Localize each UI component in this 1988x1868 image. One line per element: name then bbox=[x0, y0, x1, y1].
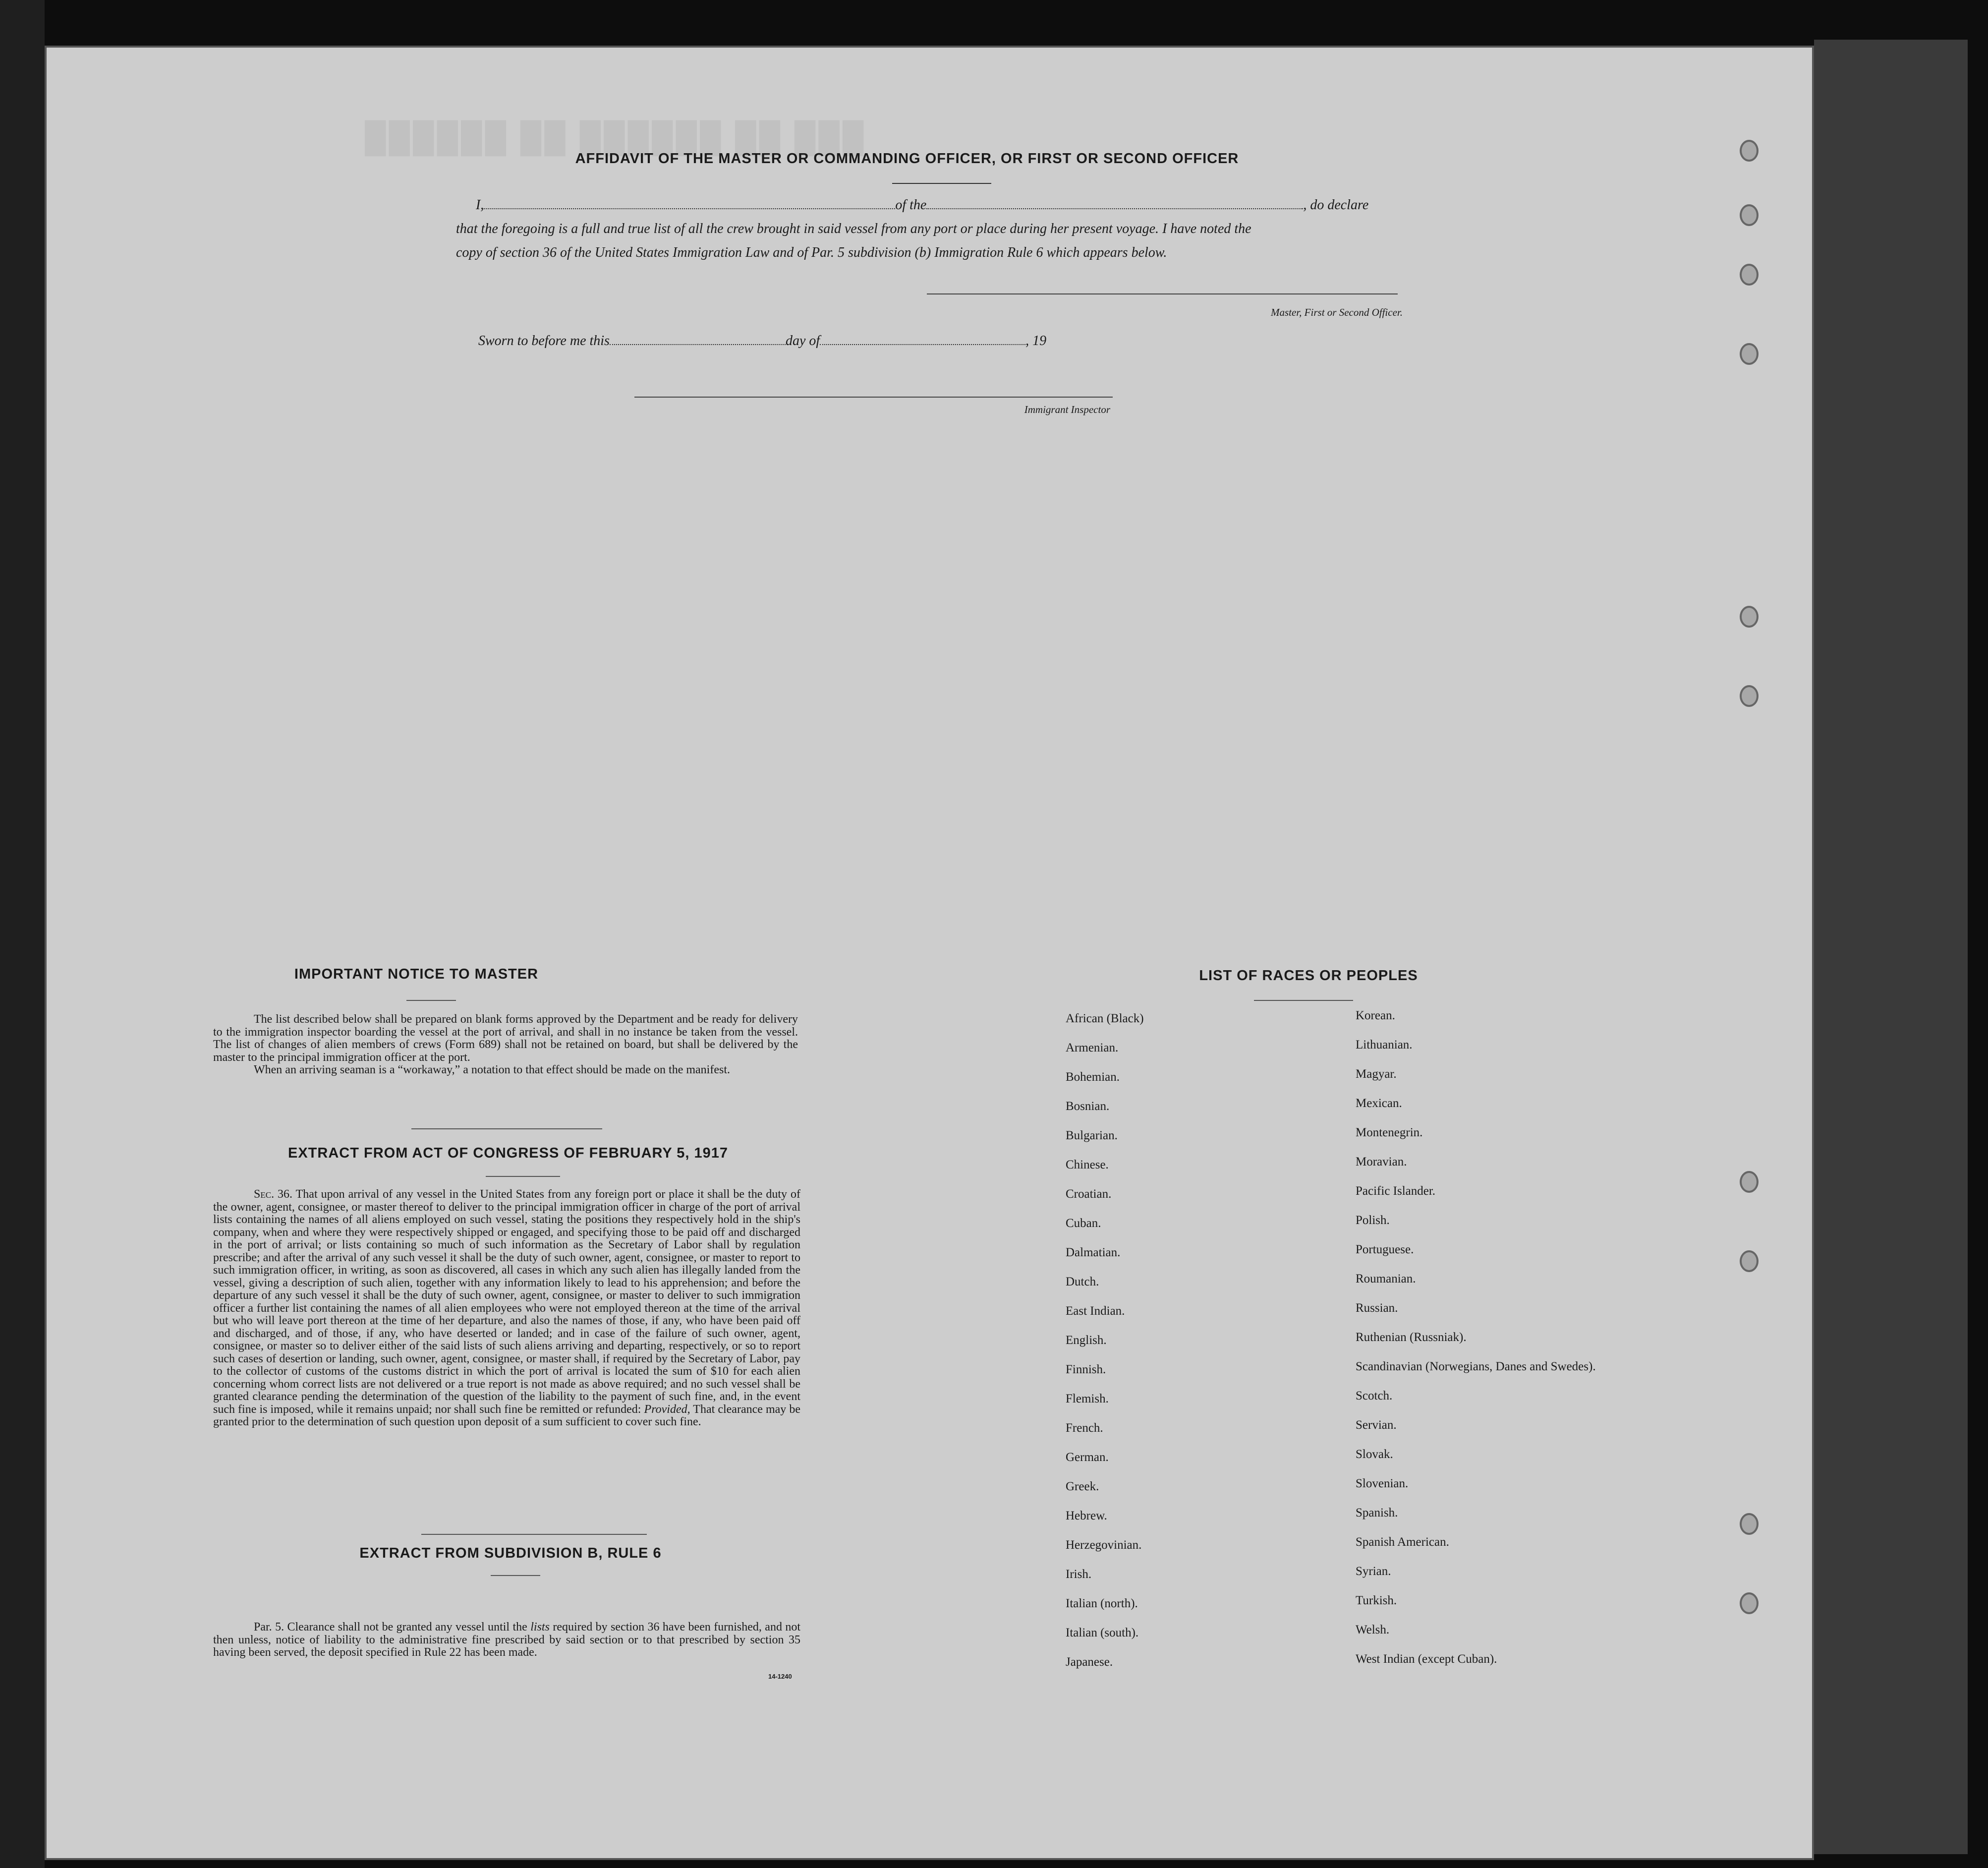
race-item: Lithuanian. bbox=[1356, 1038, 1413, 1051]
race-item: Bulgarian. bbox=[1066, 1129, 1118, 1142]
race-item: Ruthenian (Russniak). bbox=[1356, 1331, 1467, 1344]
sec-label: Sec. 36. bbox=[254, 1188, 293, 1201]
race-item: Dalmatian. bbox=[1066, 1246, 1121, 1259]
race-item: Syrian. bbox=[1356, 1565, 1391, 1578]
rule-text-b: required by section 36 have been furnished, and not then unless, notice of liability to the administrative fine prescribed by said section or to that prescribed by section 35 having been served, the deposit specified in Rule 22 has been made. bbox=[213, 1621, 801, 1659]
binder-hole bbox=[1740, 343, 1759, 365]
race-item: Slovenian. bbox=[1356, 1477, 1409, 1490]
day-of-label: day of bbox=[785, 333, 820, 349]
race-item: Russian. bbox=[1356, 1301, 1398, 1315]
race-item: Scandinavian (Norwegians, Danes and Swedes). bbox=[1356, 1360, 1596, 1373]
sworn-label: Sworn to before me this bbox=[478, 333, 610, 349]
race-item: Moravian. bbox=[1356, 1155, 1407, 1168]
manifest-reverse-page bbox=[45, 46, 1814, 1860]
binder-hole bbox=[1740, 140, 1759, 162]
divider-1 bbox=[411, 1128, 602, 1129]
race-item: Armenian. bbox=[1066, 1041, 1119, 1054]
race-item: Italian (south). bbox=[1066, 1626, 1139, 1639]
lists-word: lists bbox=[530, 1621, 550, 1634]
year-prefix: , 19 bbox=[1025, 333, 1047, 349]
race-item: Japanese. bbox=[1066, 1655, 1113, 1669]
race-item: Herzegovinian. bbox=[1066, 1538, 1142, 1552]
race-item: Scotch. bbox=[1356, 1389, 1393, 1402]
race-item: Servian. bbox=[1356, 1418, 1397, 1432]
extract-rule-title: EXTRACT FROM SUBDIVISION B, RULE 6 bbox=[359, 1545, 662, 1561]
notice-paragraph-2: When an arriving seaman is a “workaway,” a notation to that effect should be made on the manifest. bbox=[254, 1063, 730, 1076]
extract-act-title: EXTRACT FROM ACT OF CONGRESS OF FEBRUARY 5, 1917 bbox=[287, 1145, 729, 1161]
races-column-1 bbox=[1066, 1012, 1313, 1685]
race-item: French. bbox=[1066, 1421, 1103, 1435]
races-column-2 bbox=[1356, 1009, 1633, 1682]
race-item: Slovak. bbox=[1356, 1448, 1393, 1461]
notice-title-rule bbox=[406, 1000, 456, 1001]
scan-left-edge bbox=[0, 0, 45, 1868]
inspector-signature-line[interactable] bbox=[634, 397, 1113, 398]
sec-36-text bbox=[213, 1188, 800, 1429]
provided-word: Provided, bbox=[644, 1402, 690, 1416]
race-item: German. bbox=[1066, 1451, 1109, 1464]
binder-hole bbox=[1740, 204, 1759, 226]
binder-hole bbox=[1740, 1592, 1759, 1614]
race-item: Italian (north). bbox=[1066, 1597, 1138, 1610]
binder-hole bbox=[1740, 685, 1759, 707]
race-item: Greek. bbox=[1066, 1480, 1099, 1493]
extract-act-title-rule bbox=[486, 1176, 560, 1177]
binder-hole bbox=[1740, 264, 1759, 286]
race-item: Mexican. bbox=[1356, 1097, 1402, 1110]
race-item: Montenegrin. bbox=[1356, 1126, 1423, 1139]
form-number: 14-1240 bbox=[768, 1673, 792, 1680]
i-label: I, bbox=[476, 197, 484, 213]
race-item: Portuguese. bbox=[1356, 1243, 1414, 1256]
race-item: West Indian (except Cuban). bbox=[1356, 1652, 1497, 1666]
underlying-sheet-edge bbox=[1814, 40, 1968, 1854]
notice-body bbox=[213, 1013, 798, 1077]
master-signature-line[interactable] bbox=[927, 293, 1398, 294]
race-item: Finnish. bbox=[1066, 1363, 1106, 1376]
affidavit-title: AFFIDAVIT OF THE MASTER OR COMMANDING OFFICER, OR FIRST OR SECOND OFFICER bbox=[575, 151, 1239, 167]
race-item: Hebrew. bbox=[1066, 1509, 1107, 1522]
race-item: Magyar. bbox=[1356, 1067, 1397, 1081]
binder-hole bbox=[1740, 1171, 1759, 1193]
affidavit-line-3: copy of section 36 of the United States Immigration Law and of Par. 5 subdivision (b) Immigration Rule 6 which appears below. bbox=[456, 245, 1167, 260]
race-item: Bosnian. bbox=[1066, 1100, 1110, 1113]
binder-hole bbox=[1740, 1513, 1759, 1535]
race-item: Pacific Islander. bbox=[1356, 1184, 1436, 1198]
rule-6-text bbox=[213, 1621, 800, 1659]
rule-text-a: Par. 5. Clearance shall not be granted any vessel until the bbox=[254, 1621, 527, 1634]
vessel-name-field[interactable] bbox=[926, 208, 1303, 209]
do-declare-label: , do declare bbox=[1303, 197, 1369, 213]
race-item: Irish. bbox=[1066, 1568, 1092, 1581]
sworn-day-field[interactable] bbox=[610, 344, 786, 345]
binder-hole bbox=[1740, 1250, 1759, 1272]
race-item: Flemish. bbox=[1066, 1392, 1109, 1405]
races-title-rule bbox=[1254, 1000, 1353, 1001]
extract-rule-title-rule bbox=[491, 1575, 540, 1576]
notice-paragraph-1: The list described below shall be prepared on blank forms approved by the Department and be ready for delivery to the immigration inspector boarding the vessel at the port of arrival, and shall in no instance be taken from the vessel. The list of changes of alien members of crews (Form 689) shall not be retained on board, but shall be delivered by the master to the principal immigration officer at the port. bbox=[213, 1013, 798, 1064]
sec-text-end: That clearance may be granted prior to the determination of such question upon deposit of a sum sufficient to cover such fine. bbox=[213, 1402, 801, 1428]
sec-text: That upon arrival of any vessel in the United States from any foreign port or place it shall be the duty of the owner, agent, consignee, or master thereof to deliver to the principal immigration officer in charge of the port of arrival lists containing the names of all aliens employed on such vessel, stating the positions they respectively hold in the ship's company, when and where they were respectively shipped or engaged, and specifying those to be paid off and discharged in the port of arrival; or lists containing so much of such information as the Secretary of Labor shall by regulation prescribe; and after the arrival of any such vessel it shall be the duty of such owner, agent, consignee, or master to report to such immigration officer, in writing, as soon as discovered, all cases in which any such alien has illegally landed from the vessel, giving a description of such alien, together with any information likely to lead to his apprehension; and before the departure of any such vessel it shall be the duty of such owner, agent, consignee, or master to deliver to such immigration officer a further list containing the names of all alien employees who were not employed thereon at the time of the arrival but who will leave port thereon at the time of her departure, and also the names of those, if any, who have been paid off and discharged, and of those, if any, who have deserted or landed; and in case of the failure of such owner, agent, consignee, or master so to deliver either of the said lists of such aliens arriving and departing, respectively, or so to report such cases of desertion or landing, such owner, agent, consignee, or master shall, if required by the Secretary of Labor, pay to the collector of customs of the customs district in which the port of arrival is located the sum of $10 for each alien concerning whom correct lists are not delivered or a true report is not made as above required; and no such vessel shall be granted clearance pending the determination of the question of the liability to the payment of such fine, and, in the event such fine is imposed, while it remains unpaid; nor shall such fine be remitted or refunded: bbox=[213, 1188, 800, 1416]
race-item: Cuban. bbox=[1066, 1217, 1101, 1230]
race-item: Dutch. bbox=[1066, 1275, 1099, 1288]
affidavit-line-2: that the foregoing is a full and true list of all the crew brought in said vessel from any port or place during her present voyage. I have noted the bbox=[456, 221, 1251, 236]
race-item: Korean. bbox=[1356, 1009, 1395, 1022]
affidavit-title-rule bbox=[892, 183, 991, 184]
affidavit-line-1 bbox=[476, 193, 1442, 217]
divider-2 bbox=[421, 1534, 647, 1535]
race-item: Bohemian. bbox=[1066, 1070, 1120, 1084]
race-item: Spanish American. bbox=[1356, 1535, 1449, 1549]
race-item: Polish. bbox=[1356, 1214, 1390, 1227]
sworn-line bbox=[478, 329, 1172, 353]
race-item: Roumanian. bbox=[1356, 1272, 1416, 1285]
inspector-caption: Immigrant Inspector bbox=[1024, 404, 1110, 415]
sworn-month-field[interactable] bbox=[820, 344, 1025, 345]
race-item: African (Black) bbox=[1066, 1012, 1144, 1025]
officer-name-field[interactable] bbox=[484, 208, 895, 209]
notice-title: IMPORTANT NOTICE TO MASTER bbox=[294, 966, 539, 982]
race-item: Welsh. bbox=[1356, 1623, 1390, 1636]
race-item: Turkish. bbox=[1356, 1594, 1397, 1607]
race-item: Croatian. bbox=[1066, 1187, 1112, 1201]
of-the-label: of the bbox=[895, 197, 927, 213]
master-signature-caption: Master, First or Second Officer. bbox=[1271, 306, 1403, 318]
races-title: LIST OF RACES OR PEOPLES bbox=[1199, 968, 1418, 984]
race-item: East Indian. bbox=[1066, 1304, 1125, 1318]
binder-hole bbox=[1740, 606, 1759, 628]
race-item: English. bbox=[1066, 1334, 1107, 1347]
race-item: Chinese. bbox=[1066, 1158, 1109, 1171]
bleed-through-header: ███ ██ ██████ ██ ██████ bbox=[362, 120, 864, 154]
race-item: Spanish. bbox=[1356, 1506, 1398, 1519]
